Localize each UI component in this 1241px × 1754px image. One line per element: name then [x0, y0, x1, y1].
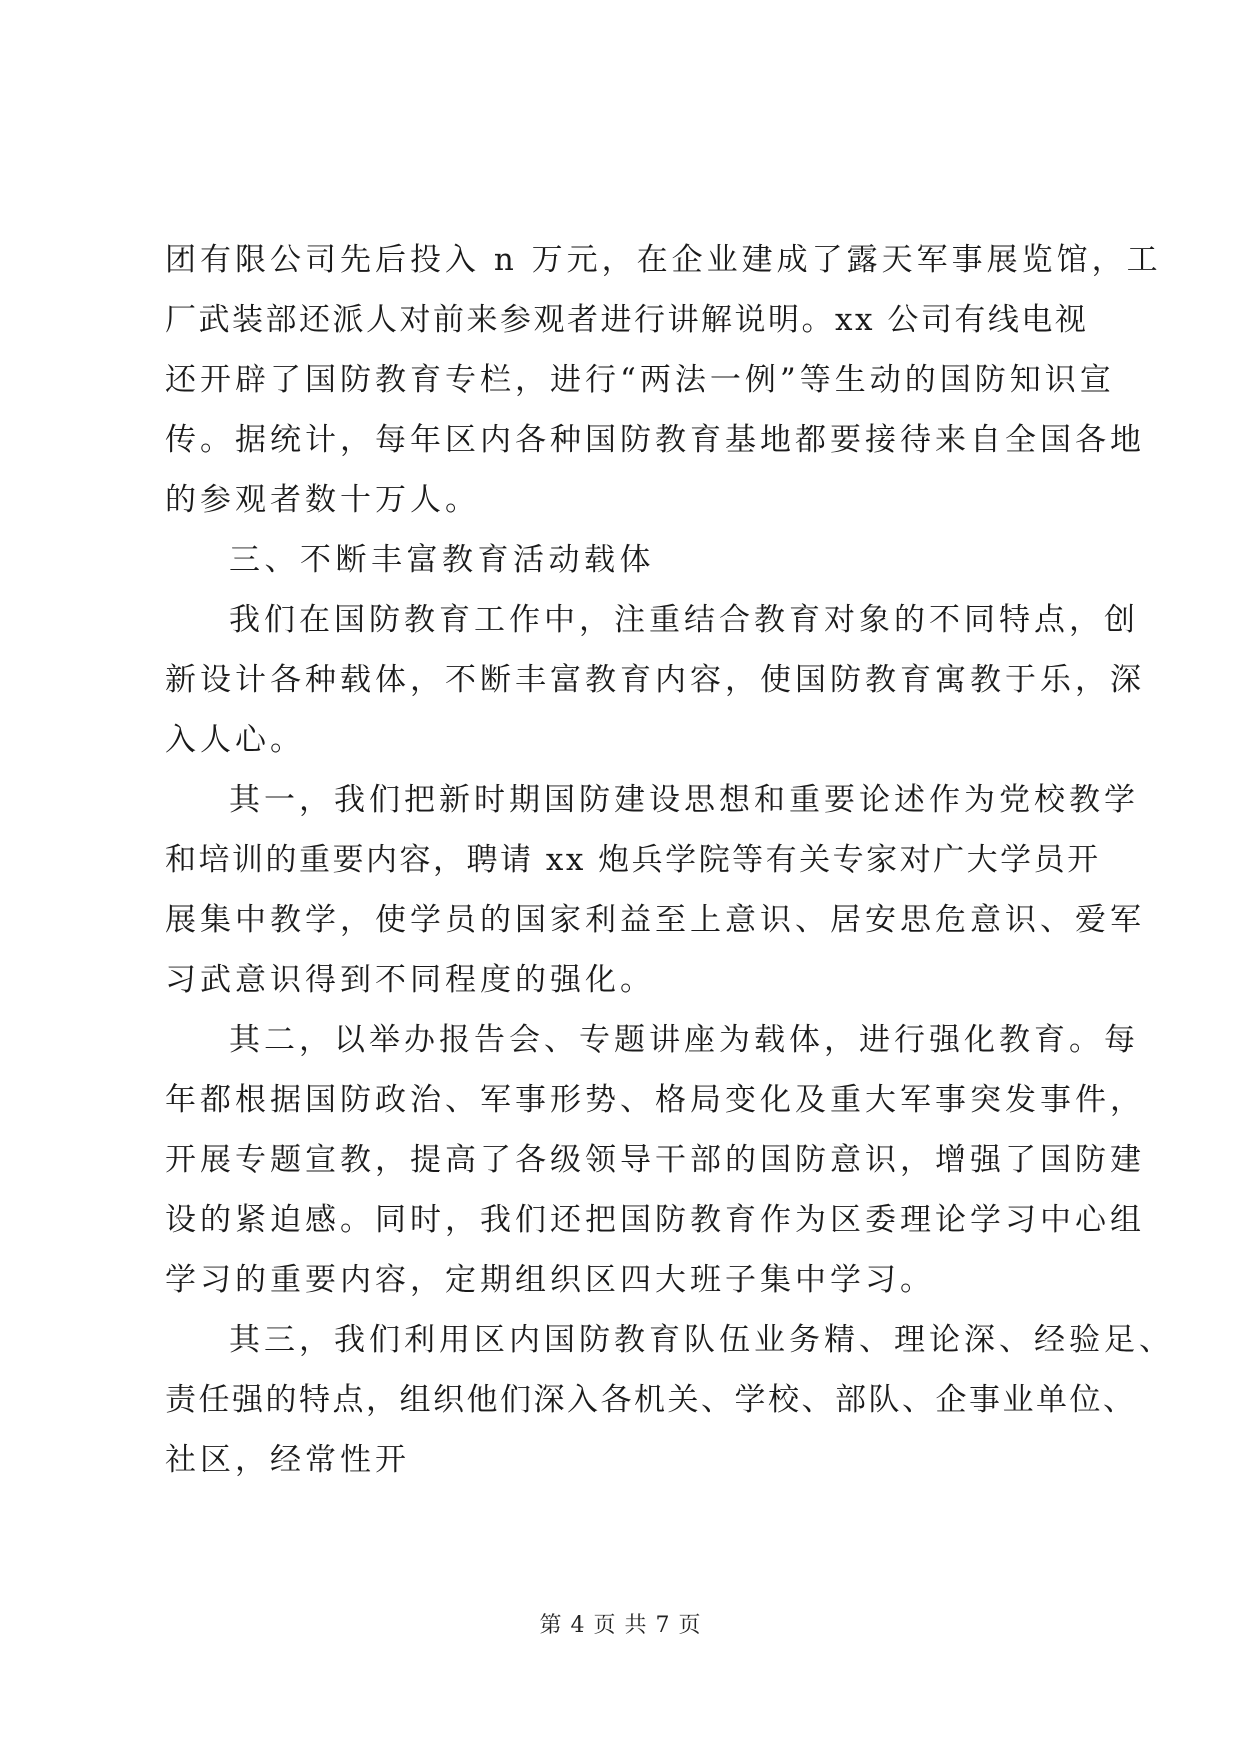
page-number-footer	[0, 1608, 1241, 1639]
text-line: 厂武装部还派人对前来参观者进行讲解说明。xx 公司有线电视	[165, 302, 1089, 338]
text-line: 入人心。	[165, 722, 305, 758]
text-line: 和培训的重要内容，聘请 xx 炮兵学院等有关专家对广大学员开	[165, 842, 1101, 878]
text-line: 年都根据国防政治、军事形势、格局变化及重大军事突发事件，	[165, 1082, 1145, 1118]
text-line: 我们在国防教育工作中，注重结合教育对象的不同特点，创	[229, 602, 1139, 638]
section-heading: 三、不断丰富教育活动载体	[229, 542, 655, 578]
text-line: 传。据统计，每年区内各种国防教育基地都要接待来自全国各地	[165, 422, 1145, 458]
text-line: 设的紧迫感。同时，我们还把国防教育作为区委理论学习中心组	[165, 1202, 1145, 1238]
text-line: 社区，经常性开	[165, 1442, 410, 1478]
page-number-label: 第 4 页 共 7 页	[539, 1613, 702, 1638]
text-line: 责任强的特点，组织他们深入各机关、学校、部队、企事业单位、	[165, 1382, 1137, 1418]
text-line: 展集中教学，使学员的国家利益至上意识、居安思危意识、爱军	[165, 902, 1145, 938]
text-line: 还开辟了国防教育专栏，进行“两法一例”等生动的国防知识宣	[165, 362, 1115, 398]
text-line: 新设计各种载体，不断丰富教育内容，使国防教育寓教于乐，深	[165, 662, 1145, 698]
text-line: 其二，以举办报告会、专题讲座为载体，进行强化教育。每	[229, 1022, 1139, 1058]
text-line: 其一，我们把新时期国防建设思想和重要论述作为党校教学	[229, 782, 1139, 818]
text-line: 习武意识得到不同程度的强化。	[165, 962, 655, 998]
text-line: 其三，我们利用区内国防教育队伍业务精、理论深、经验足、	[229, 1322, 1174, 1358]
text-line: 开展专题宣教，提高了各级领导干部的国防意识，增强了国防建	[165, 1142, 1145, 1178]
text-line: 团有限公司先后投入 n 万元，在企业建成了露天军事展览馆，工	[165, 242, 1162, 278]
text-line: 的参观者数十万人。	[165, 482, 480, 518]
text-line: 学习的重要内容，定期组织区四大班子集中学习。	[165, 1262, 935, 1298]
document-body	[165, 230, 1174, 1490]
